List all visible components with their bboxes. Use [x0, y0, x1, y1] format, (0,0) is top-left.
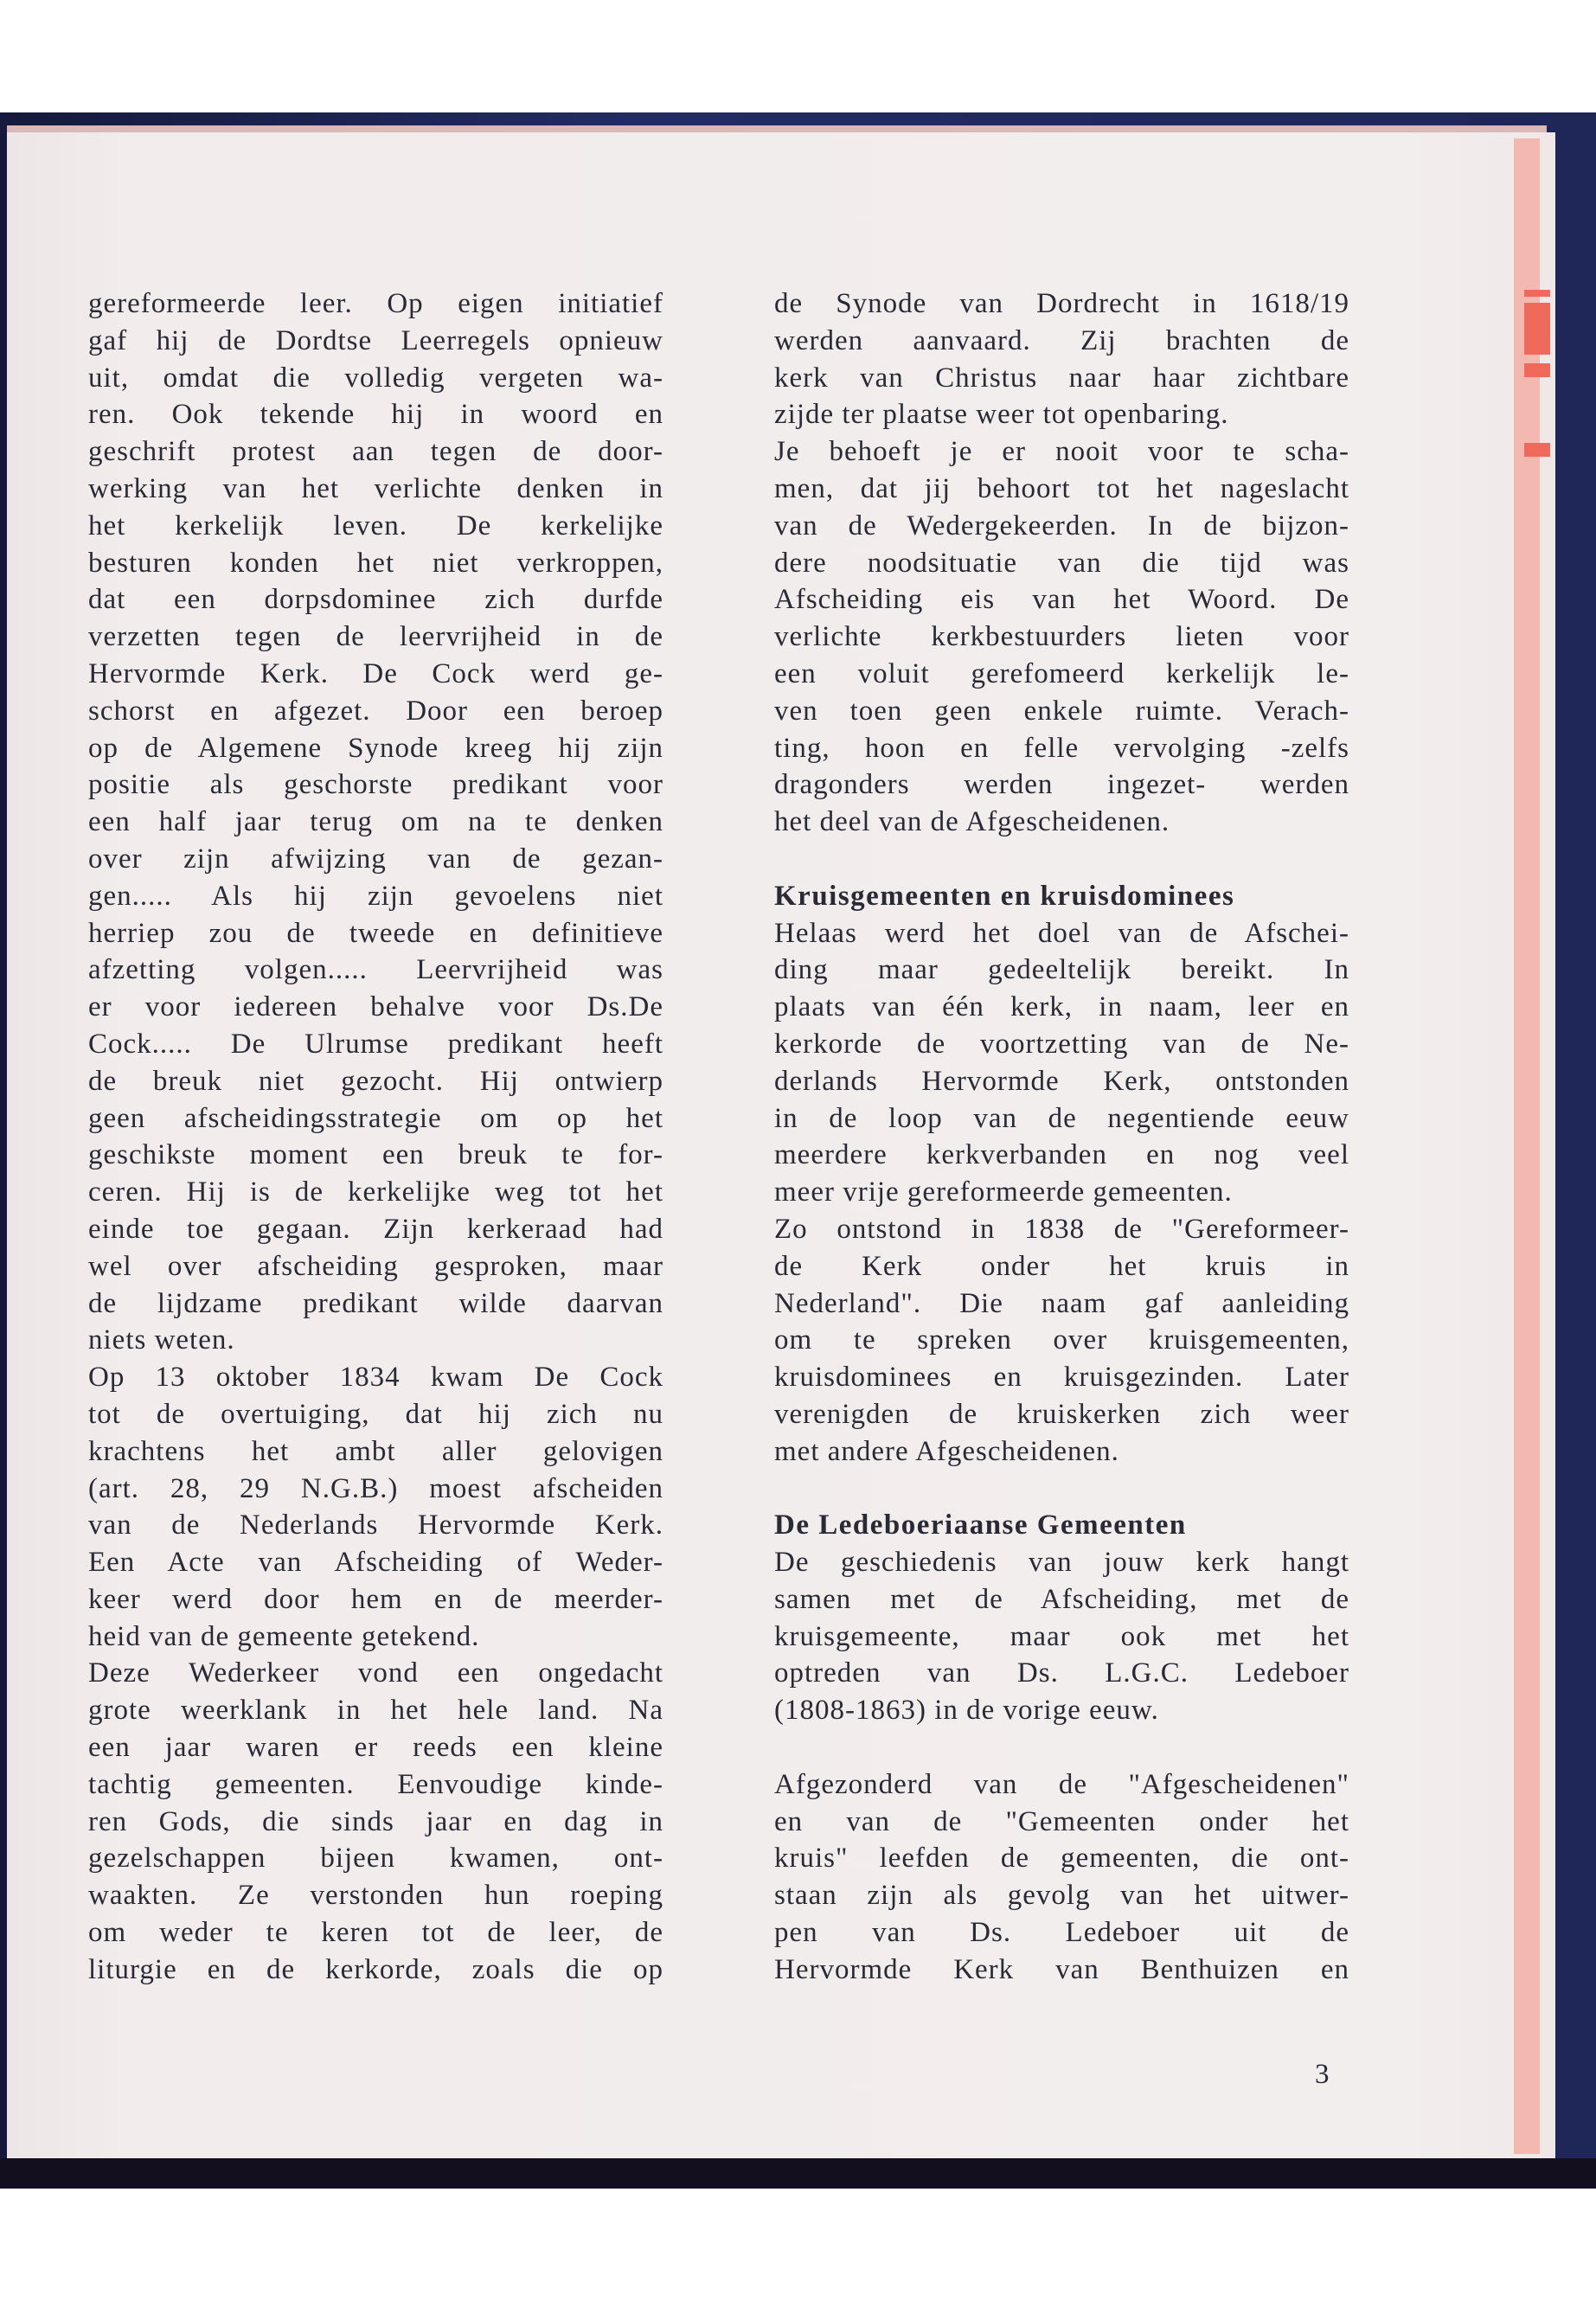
- text-line: een voluit gerefomeerd kerkelijk le-: [774, 657, 1349, 689]
- text-line: tot de overtuiging, dat hij zich nu: [88, 1398, 663, 1430]
- text-line: [774, 1729, 1349, 1766]
- text-line: grote weerklank in het hele land. Na: [88, 1695, 663, 1727]
- text-line: kerkorde de voortzetting van de Ne-: [774, 1028, 1349, 1060]
- page-number: 3: [1315, 2059, 1330, 2090]
- text-line: op de Algemene Synode kreeg hij zijn: [88, 732, 663, 764]
- text-line: Nederland". Die naam gaf aanleiding: [774, 1287, 1349, 1319]
- text-line: plaats van één kerk, in naam, leer en: [774, 991, 1349, 1023]
- text-line: optreden van Ds. L.G.C. Ledeboer: [774, 1657, 1349, 1689]
- text-line: De geschiedenis van jouw kerk hangt: [774, 1547, 1349, 1579]
- text-line: besturen konden het niet verkroppen,: [88, 547, 663, 579]
- text-line: uit, omdat die volledig vergeten wa-: [88, 362, 663, 394]
- text-line: Je behoeft je er nooit voor te scha-: [774, 436, 1349, 468]
- text-line: ding maar gedeeltelijk bereikt. In: [774, 954, 1349, 986]
- text-line: om te spreken over kruisgemeenten,: [774, 1324, 1349, 1356]
- text-line: Cock..... De Ulrumse predikant heeft: [88, 1028, 663, 1060]
- text-line: gaf hij de Dordtse Leerregels opnieuw: [88, 324, 663, 356]
- text-line: de lijdzame predikant wilde daarvan: [88, 1287, 663, 1319]
- text-line: Afscheiding eis van het Woord. De: [774, 584, 1349, 616]
- book-cover-bottom-edge: [0, 2158, 1596, 2189]
- thumb-index-tab: [1524, 363, 1550, 377]
- section-heading: Kruisgemeenten en kruisdominees: [774, 880, 1235, 912]
- text-line: herriep zou de tweede en definitieve: [88, 917, 663, 949]
- text-line: afzetting volgen..... Leervrijheid was: [88, 954, 663, 986]
- text-line: tachtig gemeenten. Eenvoudige kinde-: [88, 1768, 663, 1800]
- text-line: geschikste moment een breuk te for-: [88, 1139, 663, 1171]
- text-line: schorst en afgezet. Door een beroep: [88, 695, 663, 727]
- text-line: geen afscheidingsstrategie om op het: [88, 1102, 663, 1134]
- text-line: kruis" leefden de gemeenten, die ont-: [774, 1843, 1349, 1875]
- text-line: keer werd door hem en de meerder-: [88, 1583, 663, 1615]
- text-line: en van de "Gemeenten onder het: [774, 1805, 1349, 1837]
- text-line: een half jaar terug om na te denken: [88, 806, 663, 838]
- text-line: de Synode van Dordrecht in 1618/19: [774, 288, 1349, 319]
- text-line: pen van Ds. Ledeboer uit de: [774, 1917, 1349, 1949]
- text-line: wel over afscheiding gesproken, maar: [88, 1250, 663, 1282]
- text-line: derlands Hervormde Kerk, ontstonden: [774, 1065, 1349, 1097]
- text-line: ren. Ook tekende hij in woord en: [88, 399, 663, 431]
- text-line: de Kerk onder het kruis in: [774, 1250, 1349, 1282]
- text-line: verzetten tegen de leervrijheid in de: [88, 621, 663, 653]
- text-line: dragonders werden ingezet- werden: [774, 769, 1349, 801]
- text-line: om weder te keren tot de leer, de: [88, 1917, 663, 1949]
- text-line: dere noodsituatie van die tijd was: [774, 547, 1349, 579]
- text-line: kruisdominees en kruisgezinden. Later: [774, 1362, 1349, 1394]
- text-line: er voor iedereen behalve voor Ds.De: [88, 991, 663, 1023]
- text-line: geschrift protest aan tegen de door-: [88, 436, 663, 468]
- text-line: het deel van de Afgescheidenen.: [774, 806, 1170, 838]
- text-line: Hervormde Kerk. De Cock werd ge-: [88, 657, 663, 689]
- thumb-index-tab: [1524, 290, 1550, 297]
- section-heading: De Ledeboeriaanse Gemeenten: [774, 1509, 1187, 1541]
- text-line: gen..... Als hij zijn gevoelens niet: [88, 880, 663, 912]
- text-line: verlichte kerkbestuurders lieten voor: [774, 621, 1349, 653]
- left-text-column: [88, 285, 663, 1989]
- text-line: van de Nederlands Hervormde Kerk.: [88, 1509, 663, 1541]
- text-line: in de loop van de negentiende eeuw: [774, 1102, 1349, 1134]
- text-line: kruisgemeente, maar ook met het: [774, 1620, 1349, 1652]
- text-line: Hervormde Kerk van Benthuizen en: [774, 1953, 1349, 1985]
- page-edge-pink: [1514, 138, 1540, 2154]
- text-line: Afgezonderd van de "Afgescheidenen": [774, 1768, 1349, 1800]
- text-line: men, dat jij behoort tot het nageslacht: [774, 472, 1349, 504]
- text-line: meer vrije gereformeerde gemeenten.: [774, 1176, 1233, 1208]
- text-line: Zo ontstond in 1838 de "Gereformeer-: [774, 1213, 1349, 1245]
- text-line: Op 13 oktober 1834 kwam De Cock: [88, 1362, 663, 1394]
- text-line: ren Gods, die sinds jaar en dag in: [88, 1805, 663, 1837]
- text-line: kerk van Christus naar haar zichtbare: [774, 362, 1349, 394]
- text-line: einde toe gegaan. Zijn kerkeraad had: [88, 1213, 663, 1245]
- text-line: ting, hoon en felle vervolging -zelfs: [774, 732, 1349, 764]
- text-line: de breuk niet gezocht. Hij ontwierp: [88, 1065, 663, 1097]
- text-line: niets weten.: [88, 1324, 235, 1356]
- thumb-index-tab: [1524, 443, 1550, 457]
- text-line: werking van het verlichte denken in: [88, 472, 663, 504]
- text-line: van de Wedergekeerden. In de bijzon-: [774, 510, 1349, 542]
- thumb-index-tab: [1524, 303, 1550, 355]
- text-line: ceren. Hij is de kerkelijke weg tot het: [88, 1176, 663, 1208]
- text-line: heid van de gemeente getekend.: [88, 1620, 480, 1652]
- text-line: samen met de Afscheiding, met de: [774, 1583, 1349, 1615]
- text-line: meerdere kerkverbanden en nog veel: [774, 1139, 1349, 1171]
- text-line: met andere Afgescheidenen.: [774, 1435, 1119, 1467]
- text-line: krachtens het ambt aller gelovigen: [88, 1435, 663, 1467]
- text-line: werden aanvaard. Zij brachten de: [774, 324, 1349, 356]
- text-line: [774, 1471, 1349, 1508]
- text-line: positie als geschorste predikant voor: [88, 769, 663, 801]
- text-line: Een Acte van Afscheiding of Weder-: [88, 1547, 663, 1579]
- text-line: een jaar waren er reeds een kleine: [88, 1732, 663, 1764]
- text-line: gereformeerde leer. Op eigen initiatief: [88, 288, 663, 319]
- text-line: (art. 28, 29 N.G.B.) moest afscheiden: [88, 1472, 663, 1504]
- text-line: [774, 841, 1349, 878]
- text-line: (1808-1863) in de vorige eeuw.: [774, 1695, 1159, 1727]
- text-line: over zijn afwijzing van de gezan-: [88, 843, 663, 875]
- text-line: zijde ter plaatse weer tot openbaring.: [774, 399, 1229, 431]
- text-line: liturgie en de kerkorde, zoals die op: [88, 1953, 663, 1985]
- text-line: staan zijn als gevolg van het uitwer-: [774, 1880, 1349, 1912]
- right-text-column: [774, 285, 1349, 1989]
- text-line: Deze Wederkeer vond een ongedacht: [88, 1657, 663, 1689]
- text-line: verenigden de kruiskerken zich weer: [774, 1398, 1349, 1430]
- text-line: Helaas werd het doel van de Afschei-: [774, 917, 1349, 949]
- text-line: het kerkelijk leven. De kerkelijke: [88, 510, 663, 542]
- text-line: waakten. Ze verstonden hun roeping: [88, 1880, 663, 1912]
- text-line: dat een dorpsdominee zich durfde: [88, 584, 663, 616]
- text-line: gezelschappen bijeen kwamen, ont-: [88, 1843, 663, 1875]
- text-line: ven toen geen enkele ruimte. Verach-: [774, 695, 1349, 727]
